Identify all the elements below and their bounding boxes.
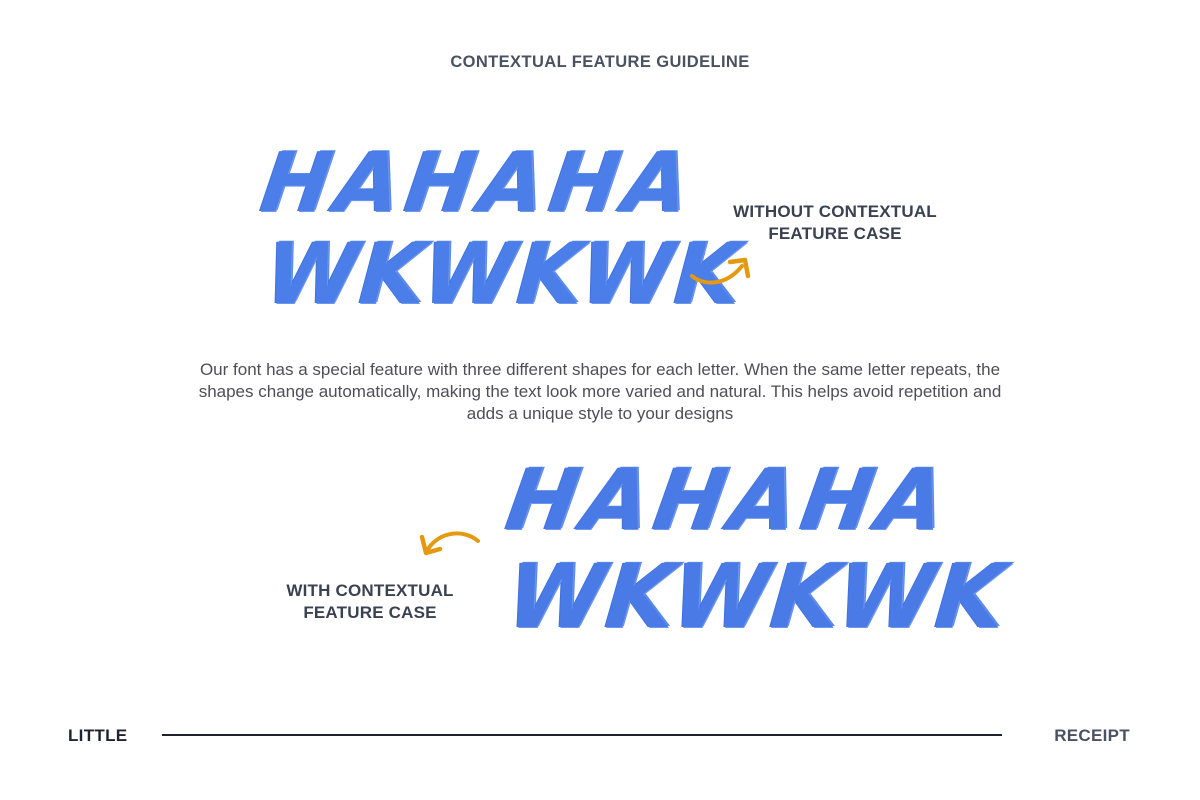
sample-with-line2: WKWKWK <box>503 545 1010 648</box>
footer-brand-left: LITTLE <box>68 726 128 745</box>
footer-divider <box>162 734 1002 736</box>
footer-brand-right: RECEIPT <box>1054 726 1130 745</box>
curved-arrow-up-right-icon <box>688 252 754 292</box>
sample-with-line1: HAHAHA <box>500 451 958 549</box>
sample-without-line2: WKWKWK <box>262 225 745 323</box>
with-label-line2: FEATURE CASE <box>303 603 437 622</box>
without-label-line2: FEATURE CASE <box>768 224 902 243</box>
sample-without-line1: HAHAHA <box>255 136 702 231</box>
feature-description: Our font has a special feature with three different shapes for each letter. When the same letter repeats, the shapes change automatically, making the text look more varied and natural. This helps avoid repetition and adds a unique style to your designs <box>198 360 1002 423</box>
with-label-line1: WITH CONTEXTUAL <box>286 581 454 600</box>
with-contextual-label <box>250 580 490 624</box>
without-contextual-label <box>705 201 965 245</box>
page-title: CONTEXTUAL FEATURE GUIDELINE <box>450 53 750 71</box>
without-label-line1: WITHOUT CONTEXTUAL <box>733 202 937 221</box>
curved-arrow-down-left-icon <box>416 527 484 565</box>
